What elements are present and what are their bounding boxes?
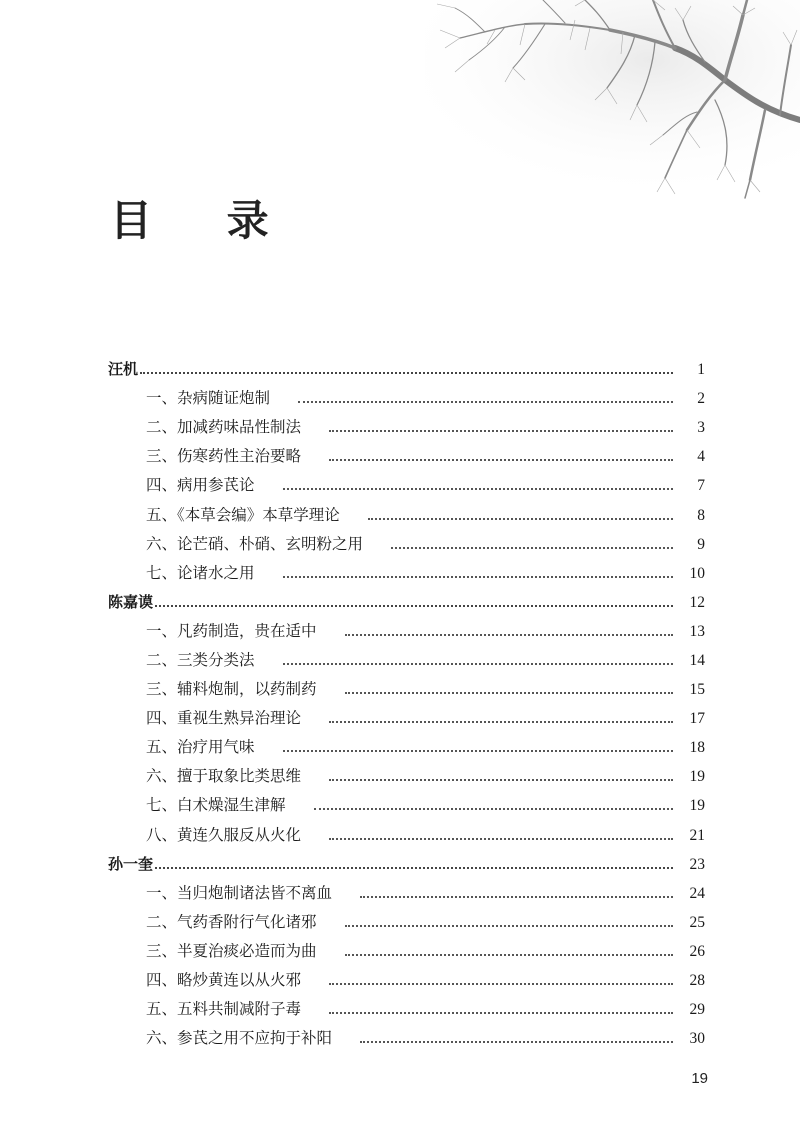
dot-leader xyxy=(155,604,673,607)
toc-section-entry xyxy=(108,588,705,617)
toc-page-number: 9 xyxy=(697,535,705,553)
dot-leader xyxy=(329,458,673,461)
dot-leader xyxy=(283,575,673,578)
toc-page-number: 29 xyxy=(689,1001,705,1019)
toc-page-number: 4 xyxy=(697,448,705,466)
toc-page-number: 13 xyxy=(689,622,705,640)
toc-entry-title: 四、重视生熟异治理论 xyxy=(146,709,302,728)
dot-leader xyxy=(345,953,673,956)
dot-leader xyxy=(283,487,673,490)
toc-entry-title: 二、三类分类法 xyxy=(146,650,255,669)
toc-entry-title: 三、辅料炮制，以药制药 xyxy=(146,680,317,699)
toc-page-number: 30 xyxy=(689,1030,705,1048)
toc-entry xyxy=(108,646,705,675)
toc-entry-title: 三、半夏治痰必造而为曲 xyxy=(146,941,317,960)
toc-page-number: 8 xyxy=(697,506,705,524)
dot-leader xyxy=(391,546,673,549)
toc-entry-title: 八、黄连久服反从火化 xyxy=(146,825,302,844)
toc-section-entry xyxy=(108,355,705,384)
toc-entry-title: 六、参芪之用不应拘于补阳 xyxy=(146,1029,333,1048)
dot-leader xyxy=(368,517,673,520)
toc-entry-title: 一、凡药制造，贵在适中 xyxy=(146,621,317,640)
toc-page-number: 18 xyxy=(689,739,705,757)
toc-entry xyxy=(108,617,705,646)
toc-entry xyxy=(108,530,705,559)
toc-entry-title: 汪机 xyxy=(108,360,139,379)
toc-entry xyxy=(108,500,705,529)
toc-entry-title: 三、伤寒药性主治要略 xyxy=(146,447,302,466)
toc-entry-title: 六、擅于取象比类思维 xyxy=(146,767,302,786)
dot-leader xyxy=(345,924,673,927)
page-number: 19 xyxy=(691,1070,708,1087)
dot-leader xyxy=(360,895,673,898)
dot-leader xyxy=(283,749,673,752)
toc-entry xyxy=(108,791,705,820)
toc-page-number: 2 xyxy=(697,390,705,408)
toc-entry-title: 二、加减药味品性制法 xyxy=(146,418,302,437)
toc-page-number: 21 xyxy=(689,826,705,844)
toc-entry xyxy=(108,675,705,704)
toc-entry-title: 五、五料共制减附子毒 xyxy=(146,1000,302,1019)
toc-entry-title: 四、病用参芪论 xyxy=(146,476,255,495)
toc-entry xyxy=(108,966,705,995)
dot-leader xyxy=(298,400,673,403)
toc-entry xyxy=(108,937,705,966)
toc-page-number: 26 xyxy=(689,942,705,960)
toc-entry-title: 五、治疗用气味 xyxy=(146,738,255,757)
dot-leader xyxy=(329,720,673,723)
toc-entry xyxy=(108,762,705,791)
toc-section-entry xyxy=(108,850,705,879)
toc-entry-title: 二、气药香附行气化诸邪 xyxy=(146,912,317,931)
toc-page-number: 19 xyxy=(689,768,705,786)
dot-leader xyxy=(329,778,673,781)
dot-leader xyxy=(345,691,673,694)
toc-page-number: 1 xyxy=(697,361,705,379)
toc-page-number: 23 xyxy=(689,855,705,873)
toc-page-number: 10 xyxy=(689,564,705,582)
dot-leader xyxy=(140,371,673,374)
dot-leader xyxy=(329,982,673,985)
toc-entry-title: 孙一奎 xyxy=(108,854,154,873)
tree-branch-illustration xyxy=(425,0,800,200)
toc-page-number: 24 xyxy=(689,884,705,902)
toc-entry xyxy=(108,559,705,588)
toc-entry-title: 四、略炒黄连以从火邪 xyxy=(146,971,302,990)
toc-entry-title: 七、论诸水之用 xyxy=(146,563,255,582)
page-title: 目 录 xyxy=(110,196,299,245)
toc-entry xyxy=(108,442,705,471)
dot-leader xyxy=(314,807,673,810)
table-of-contents xyxy=(108,355,705,1053)
toc-page-number: 12 xyxy=(689,593,705,611)
toc-entry-title: 七、白术燥湿生津解 xyxy=(146,796,286,815)
toc-page-number: 28 xyxy=(689,972,705,990)
dot-leader xyxy=(329,1011,673,1014)
toc-entry xyxy=(108,879,705,908)
dot-leader xyxy=(329,429,673,432)
toc-entry xyxy=(108,733,705,762)
dot-leader xyxy=(329,837,673,840)
toc-page-number: 7 xyxy=(697,477,705,495)
toc-entry xyxy=(108,384,705,413)
toc-entry-title: 陈嘉谟 xyxy=(108,592,154,611)
toc-entry-title: 一、当归炮制诸法皆不离血 xyxy=(146,883,333,902)
toc-entry xyxy=(108,995,705,1024)
toc-entry-title: 六、论芒硝、朴硝、玄明粉之用 xyxy=(146,534,364,553)
toc-page-number: 15 xyxy=(689,681,705,699)
toc-entry xyxy=(108,908,705,937)
toc-entry xyxy=(108,1024,705,1053)
toc-page-number: 3 xyxy=(697,419,705,437)
toc-page-number: 17 xyxy=(689,710,705,728)
toc-entry-title: 一、杂病随证炮制 xyxy=(146,389,271,408)
toc-page-number: 19 xyxy=(689,797,705,815)
toc-page-number: 25 xyxy=(689,913,705,931)
dot-leader xyxy=(360,1040,673,1043)
toc-entry-title: 五、《本草会编》本草学理论 xyxy=(146,505,340,524)
toc-page-number: 14 xyxy=(689,651,705,669)
toc-entry xyxy=(108,704,705,733)
toc-entry xyxy=(108,413,705,442)
dot-leader xyxy=(283,662,673,665)
toc-entry xyxy=(108,471,705,500)
dot-leader xyxy=(155,866,673,869)
toc-entry xyxy=(108,821,705,850)
dot-leader xyxy=(345,633,673,636)
